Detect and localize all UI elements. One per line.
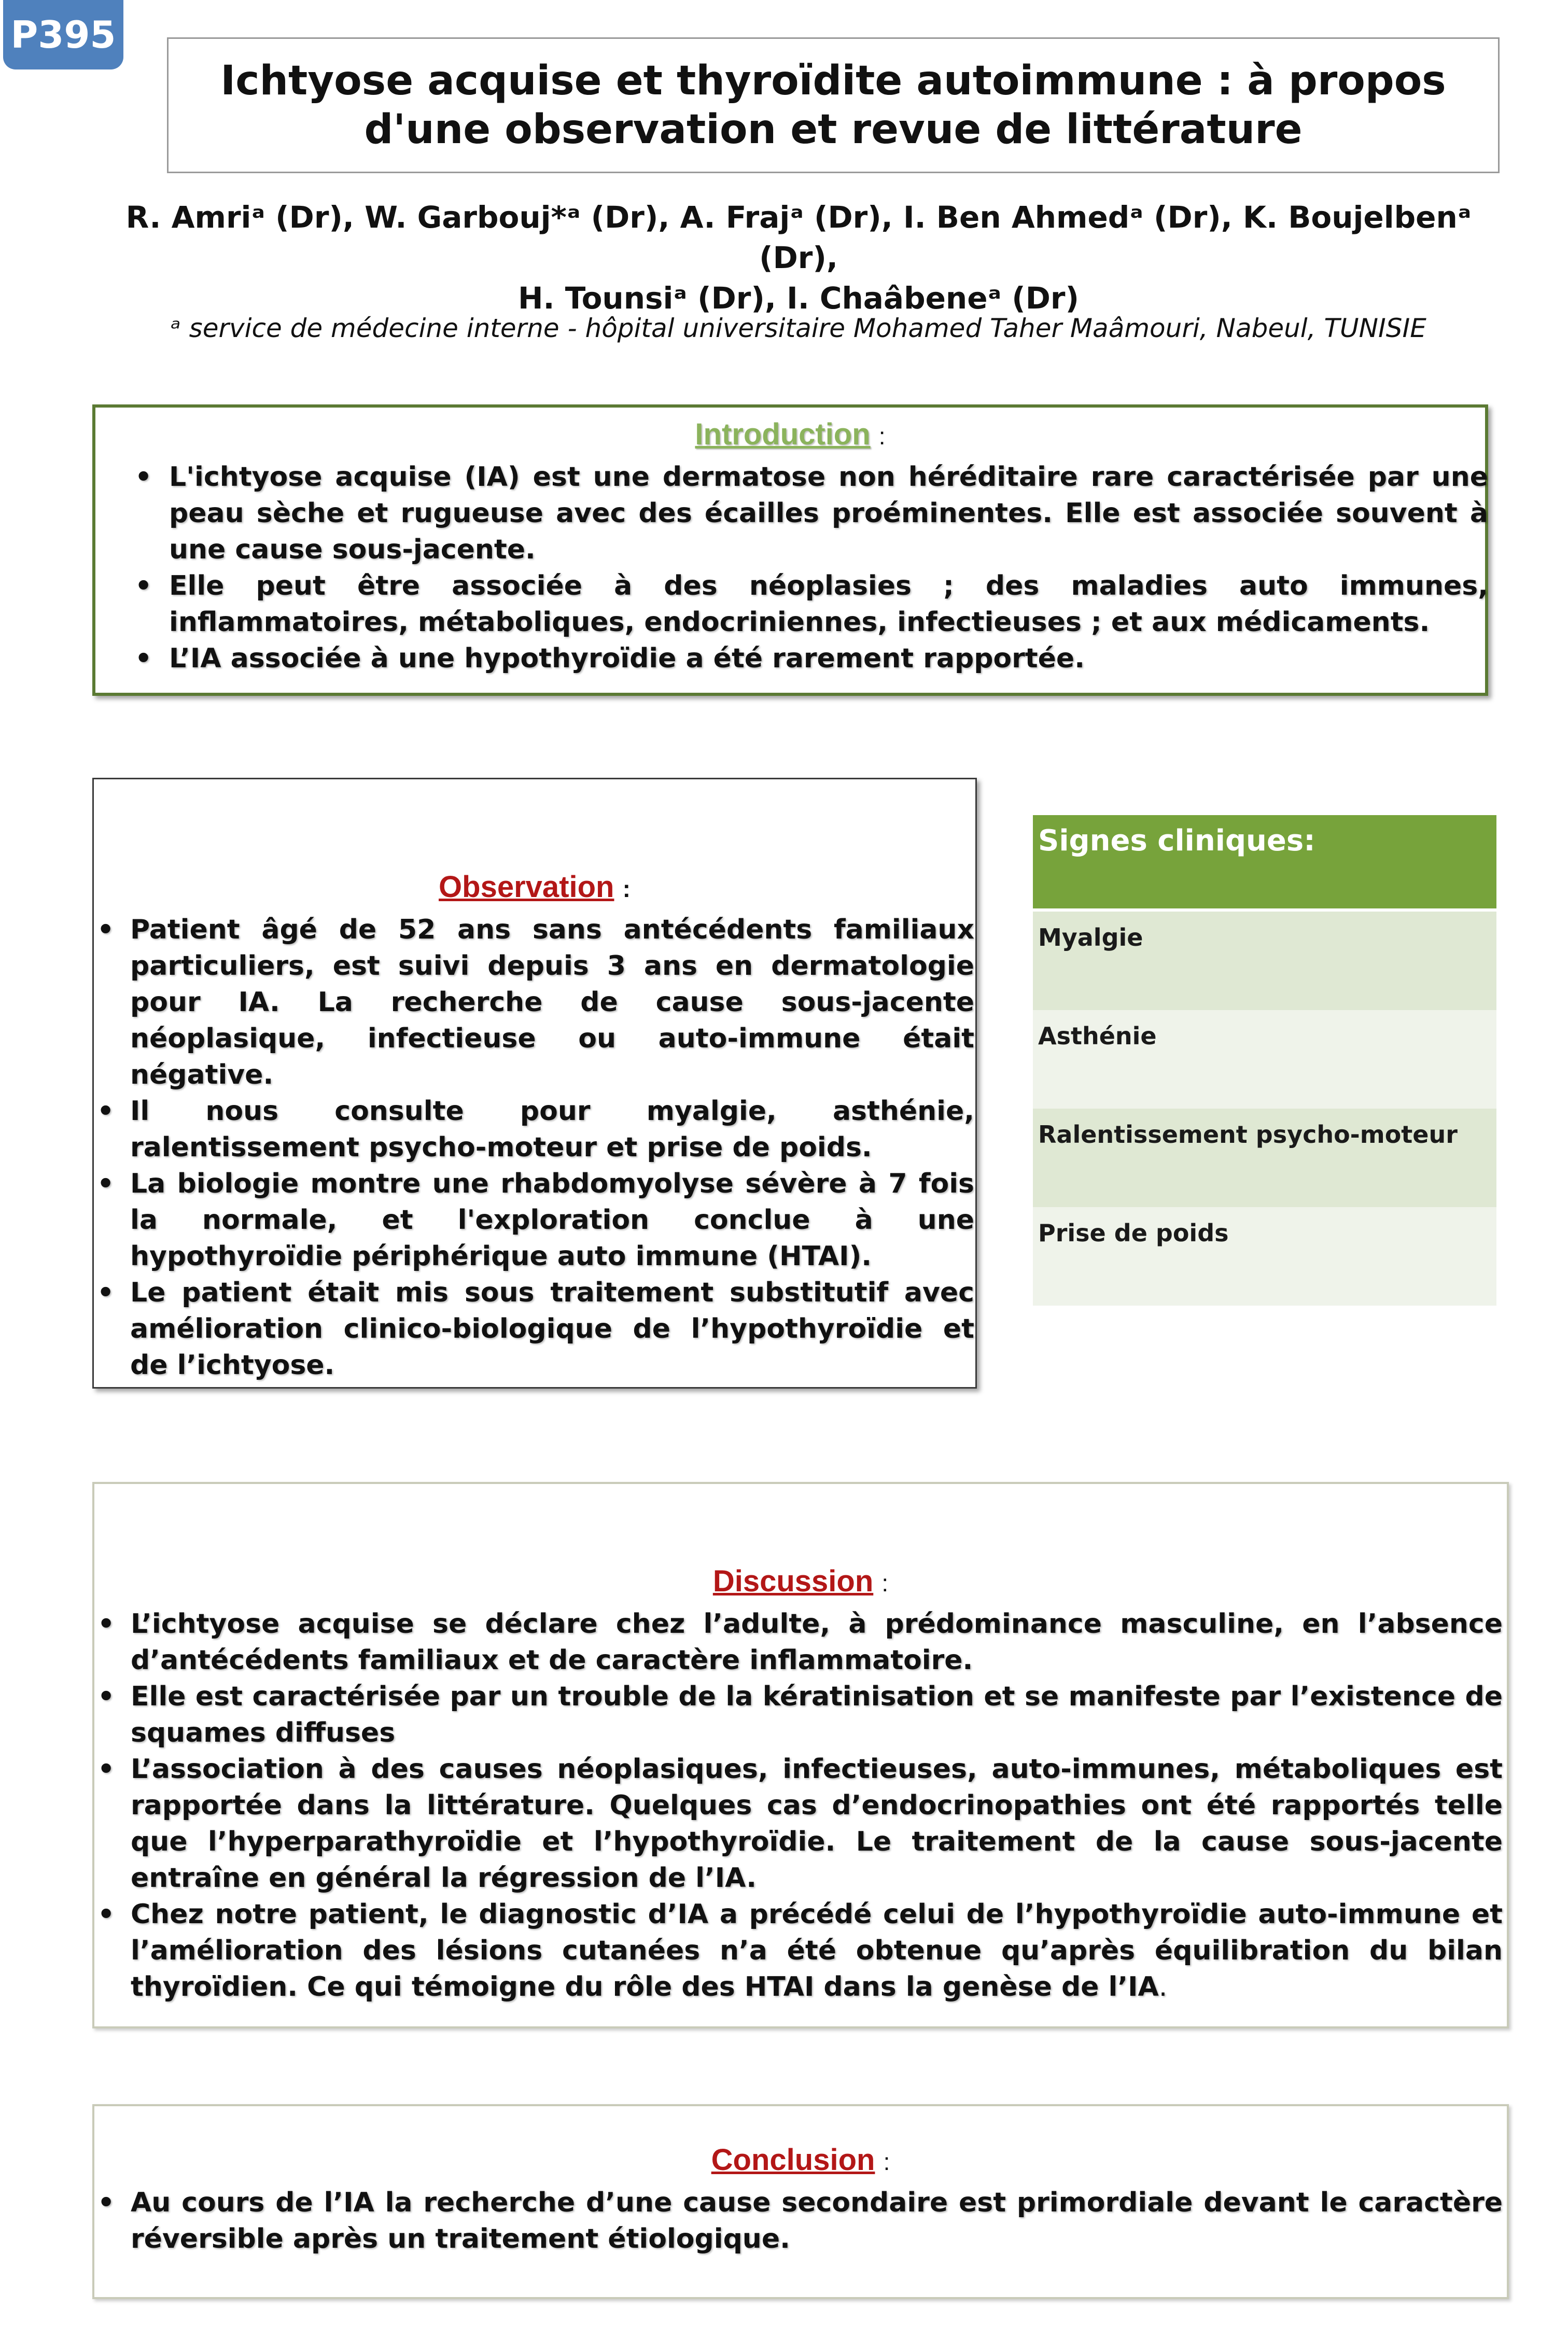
observation-bullet: • La biologie montre une rhabdomyolyse sévère à 7 fois la normale, et l'exploration conclue à une hypothyroïdie périphérique auto immune (HTAI). (130, 1166, 974, 1275)
introduction-title: Introduction (695, 417, 871, 451)
discussion-bullet: • L’association à des causes néoplasiques, infectieuses, auto-immunes, métaboliques est rapportée dans la littérature. Quelques cas d’endocrinopathies ont été rapportés telle que l’hyperparathyroïdie et l’hypothyroïdie. Le traitement de la cause sous-jacente entraîne en général la régression de l’IA. (131, 1751, 1503, 1896)
title-box (167, 37, 1500, 173)
conclusion-bullet: • Au cours de l’IA la recherche d’une cause secondaire est primordiale devant le caractère réversible après un traitement étiologique. (131, 2185, 1503, 2257)
discussion-title: Discussion (712, 1564, 874, 1598)
discussion-list (94, 1606, 1503, 2005)
clinical-sign-row: Myalgie (1033, 912, 1496, 1010)
observation-heading (94, 867, 975, 908)
discussion-bullet: • L’ichtyose acquise se déclare chez l’adulte, à prédominance masculine, en l’absence d’antécédents familiaux et de caractère inflammatoire. (131, 1606, 1503, 1678)
clinical-sign-row: Ralentissement psycho-moteur (1033, 1109, 1496, 1207)
discussion-bullet-text: Chez notre patient, le diagnostic d’IA a précédé celui de l’hypothyroïdie auto-immune et l’amélioration des lésions cutanées n’a été obtenue qu’après équilibration du bilan thyroïdien. Ce qui témoigne du rôle des HTAI dans la genèse de l’IA (131, 1899, 1503, 2003)
clinical-signs-header: Signes cliniques: (1033, 815, 1496, 912)
conclusion-colon: : (883, 2148, 890, 2175)
observation-title: Observation (439, 870, 614, 904)
introduction-colon: : (878, 423, 886, 450)
discussion-bullet: • Elle est caractérisée par un trouble de la kératinisation et se manifeste par l’existence de squames diffuses (131, 1678, 1503, 1751)
observation-colon: : (622, 875, 631, 902)
discussion-heading (94, 1562, 1507, 1603)
observation-list (94, 912, 974, 1383)
poster-id-badge: P395 (3, 0, 123, 69)
conclusion-title: Conclusion (711, 2143, 875, 2177)
discussion-section (92, 1482, 1509, 2028)
observation-bullet: • Il nous consulte pour myalgie, asthénie, ralentissement psycho-moteur et prise de poids. (130, 1093, 974, 1166)
conclusion-list (94, 2185, 1503, 2257)
introduction-bullet: • Elle peut être associée à des néoplasies ; des maladies auto immunes, inflammatoires, métaboliques, endocriniennes, infectieuses ; et aux médicaments. (169, 568, 1488, 640)
observation-section (92, 778, 977, 1389)
conclusion-heading (94, 2140, 1507, 2181)
discussion-bullet-last (131, 1896, 1503, 2005)
introduction-bullet: • L’IA associée à une hypothyroïdie a été rarement rapportée. (169, 640, 1488, 677)
conclusion-section (92, 2104, 1509, 2299)
clinical-sign-row: Prise de poids (1033, 1207, 1496, 1306)
discussion-tail-dot: . (1158, 1971, 1168, 2003)
clinical-sign-row: Asthénie (1033, 1010, 1496, 1109)
introduction-heading (95, 415, 1485, 456)
authors-line-2: H. Tounsiᵃ (Dr), I. Chaâbeneᵃ (Dr) (517, 281, 1080, 316)
introduction-section (92, 404, 1488, 696)
poster-title: Ichtyose acquise et thyroïdite autoimmune : à propos d'une observation et revue de littérature (220, 58, 1446, 153)
clinical-signs-table (1033, 815, 1496, 1309)
observation-bullet: • Le patient était mis sous traitement substitutif avec amélioration clinico-biologique de l’hypothyroïdie et de l’ichtyose. (130, 1275, 974, 1383)
affiliation: ᵃ service de médecine interne - hôpital universitaire Mohamed Taher Maâmouri, Nabeul, TUNISIE (171, 313, 1426, 343)
introduction-bullet: • L'ichtyose acquise (IA) est une dermatose non héréditaire rare caractérisée par une peau sèche et rugueuse avec des écailles proéminentes. Elle est associée souvent à une cause sous-jacente. (169, 459, 1488, 568)
discussion-colon: : (881, 1570, 889, 1597)
introduction-list (134, 459, 1488, 677)
authors (99, 197, 1499, 318)
authors-line-1: R. Amriᵃ (Dr), W. Garbouj*ᵃ (Dr), A. Frajᵃ (Dr), I. Ben Ahmedᵃ (Dr), K. Boujelbenᵃ (Dr), (125, 200, 1472, 275)
observation-bullet: • Patient âgé de 52 ans sans antécédents familiaux particuliers, est suivi depuis 3 ans en dermatologie pour IA. La recherche de cause sous-jacente néoplasique, infectieuse ou auto-immune était négative. (130, 912, 974, 1093)
